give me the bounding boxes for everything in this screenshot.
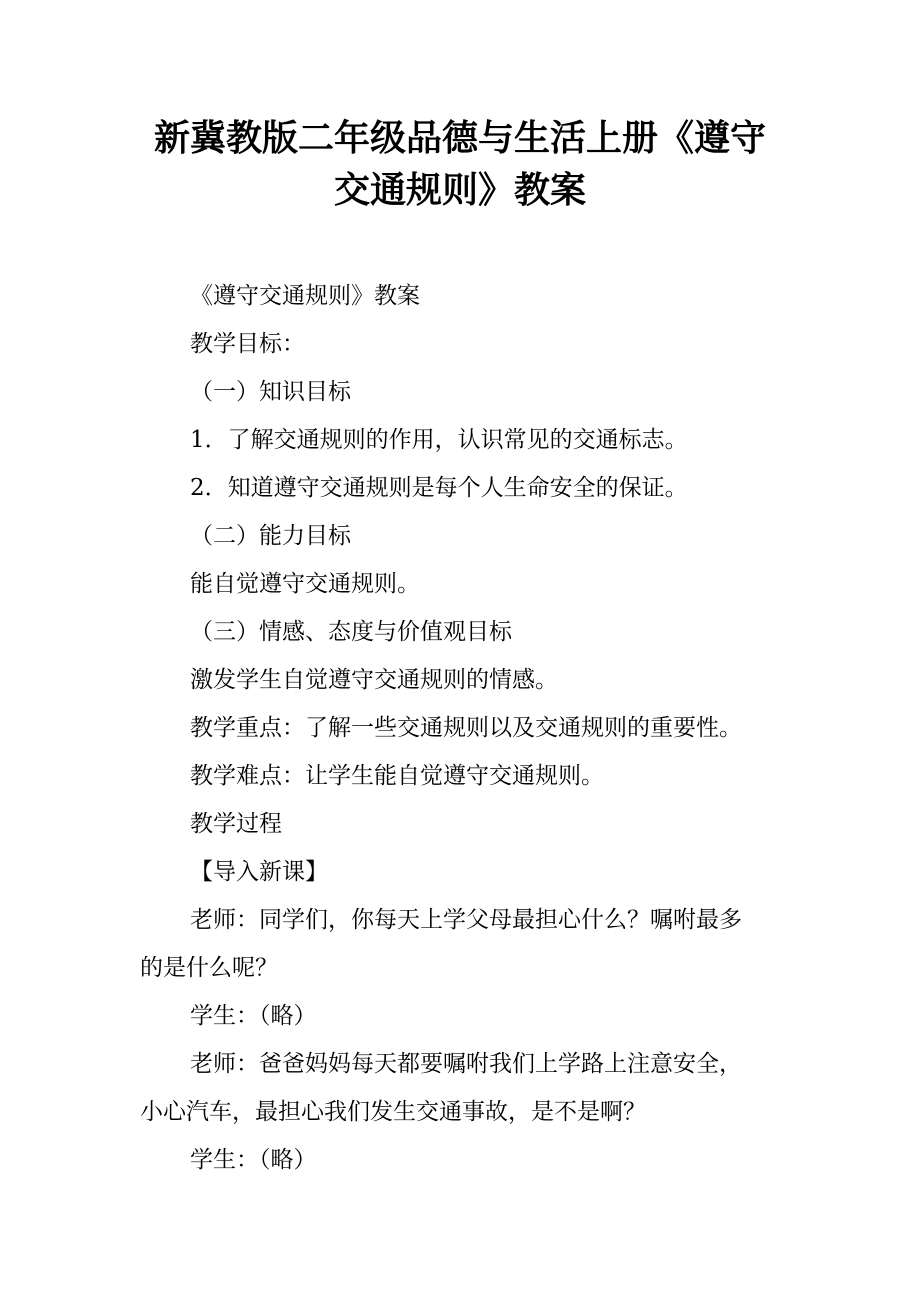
ability-goal-text: 能自觉遵守交通规则。 bbox=[190, 571, 420, 597]
teaching-goals-heading: 教学目标： bbox=[190, 331, 305, 357]
knowledge-goal-item-2: 2．知道遵守交通规则是每个人生命安全的保证。 bbox=[190, 475, 688, 501]
title-line-2: 交通规则》教案 bbox=[333, 169, 586, 211]
teacher-question-line-2: 的是什么呢？ bbox=[140, 955, 278, 981]
knowledge-goal-item-1: 1．了解交通规则的作用，认识常见的交通标志。 bbox=[190, 427, 688, 453]
student-reply-2: 学生：（略） bbox=[190, 1147, 317, 1173]
emotion-goal-heading: （三）情感、态度与价值观目标 bbox=[190, 619, 512, 645]
teacher-question-line-1: 老师：同学们，你每天上学父母最担心什么？嘱咐最多 bbox=[190, 907, 742, 933]
ability-goal-heading: （二）能力目标 bbox=[190, 523, 351, 549]
key-point-text: 教学重点：了解一些交通规则以及交通规则的重要性。 bbox=[190, 715, 742, 741]
intro-section-heading: 【导入新课】 bbox=[190, 859, 328, 885]
difficulty-text: 教学难点：让学生能自觉遵守交通规则。 bbox=[190, 763, 604, 789]
teacher-statement-line-1: 老师：爸爸妈妈每天都要嘱咐我们上学路上注意安全， bbox=[190, 1051, 742, 1077]
emotion-goal-text: 激发学生自觉遵守交通规则的情感。 bbox=[190, 667, 558, 693]
title-line-1: 新冀教版二年级品德与生活上册《遵守 bbox=[153, 117, 766, 159]
student-reply-1: 学生：（略） bbox=[190, 1003, 317, 1029]
teacher-statement-line-2: 小心汽车，最担心我们发生交通事故，是不是啊？ bbox=[140, 1099, 646, 1125]
teaching-process-heading: 教学过程 bbox=[190, 811, 282, 837]
lesson-heading: 《遵守交通规则》教案 bbox=[190, 283, 420, 309]
document-title bbox=[120, 112, 800, 216]
knowledge-goal-heading: （一）知识目标 bbox=[190, 379, 351, 405]
